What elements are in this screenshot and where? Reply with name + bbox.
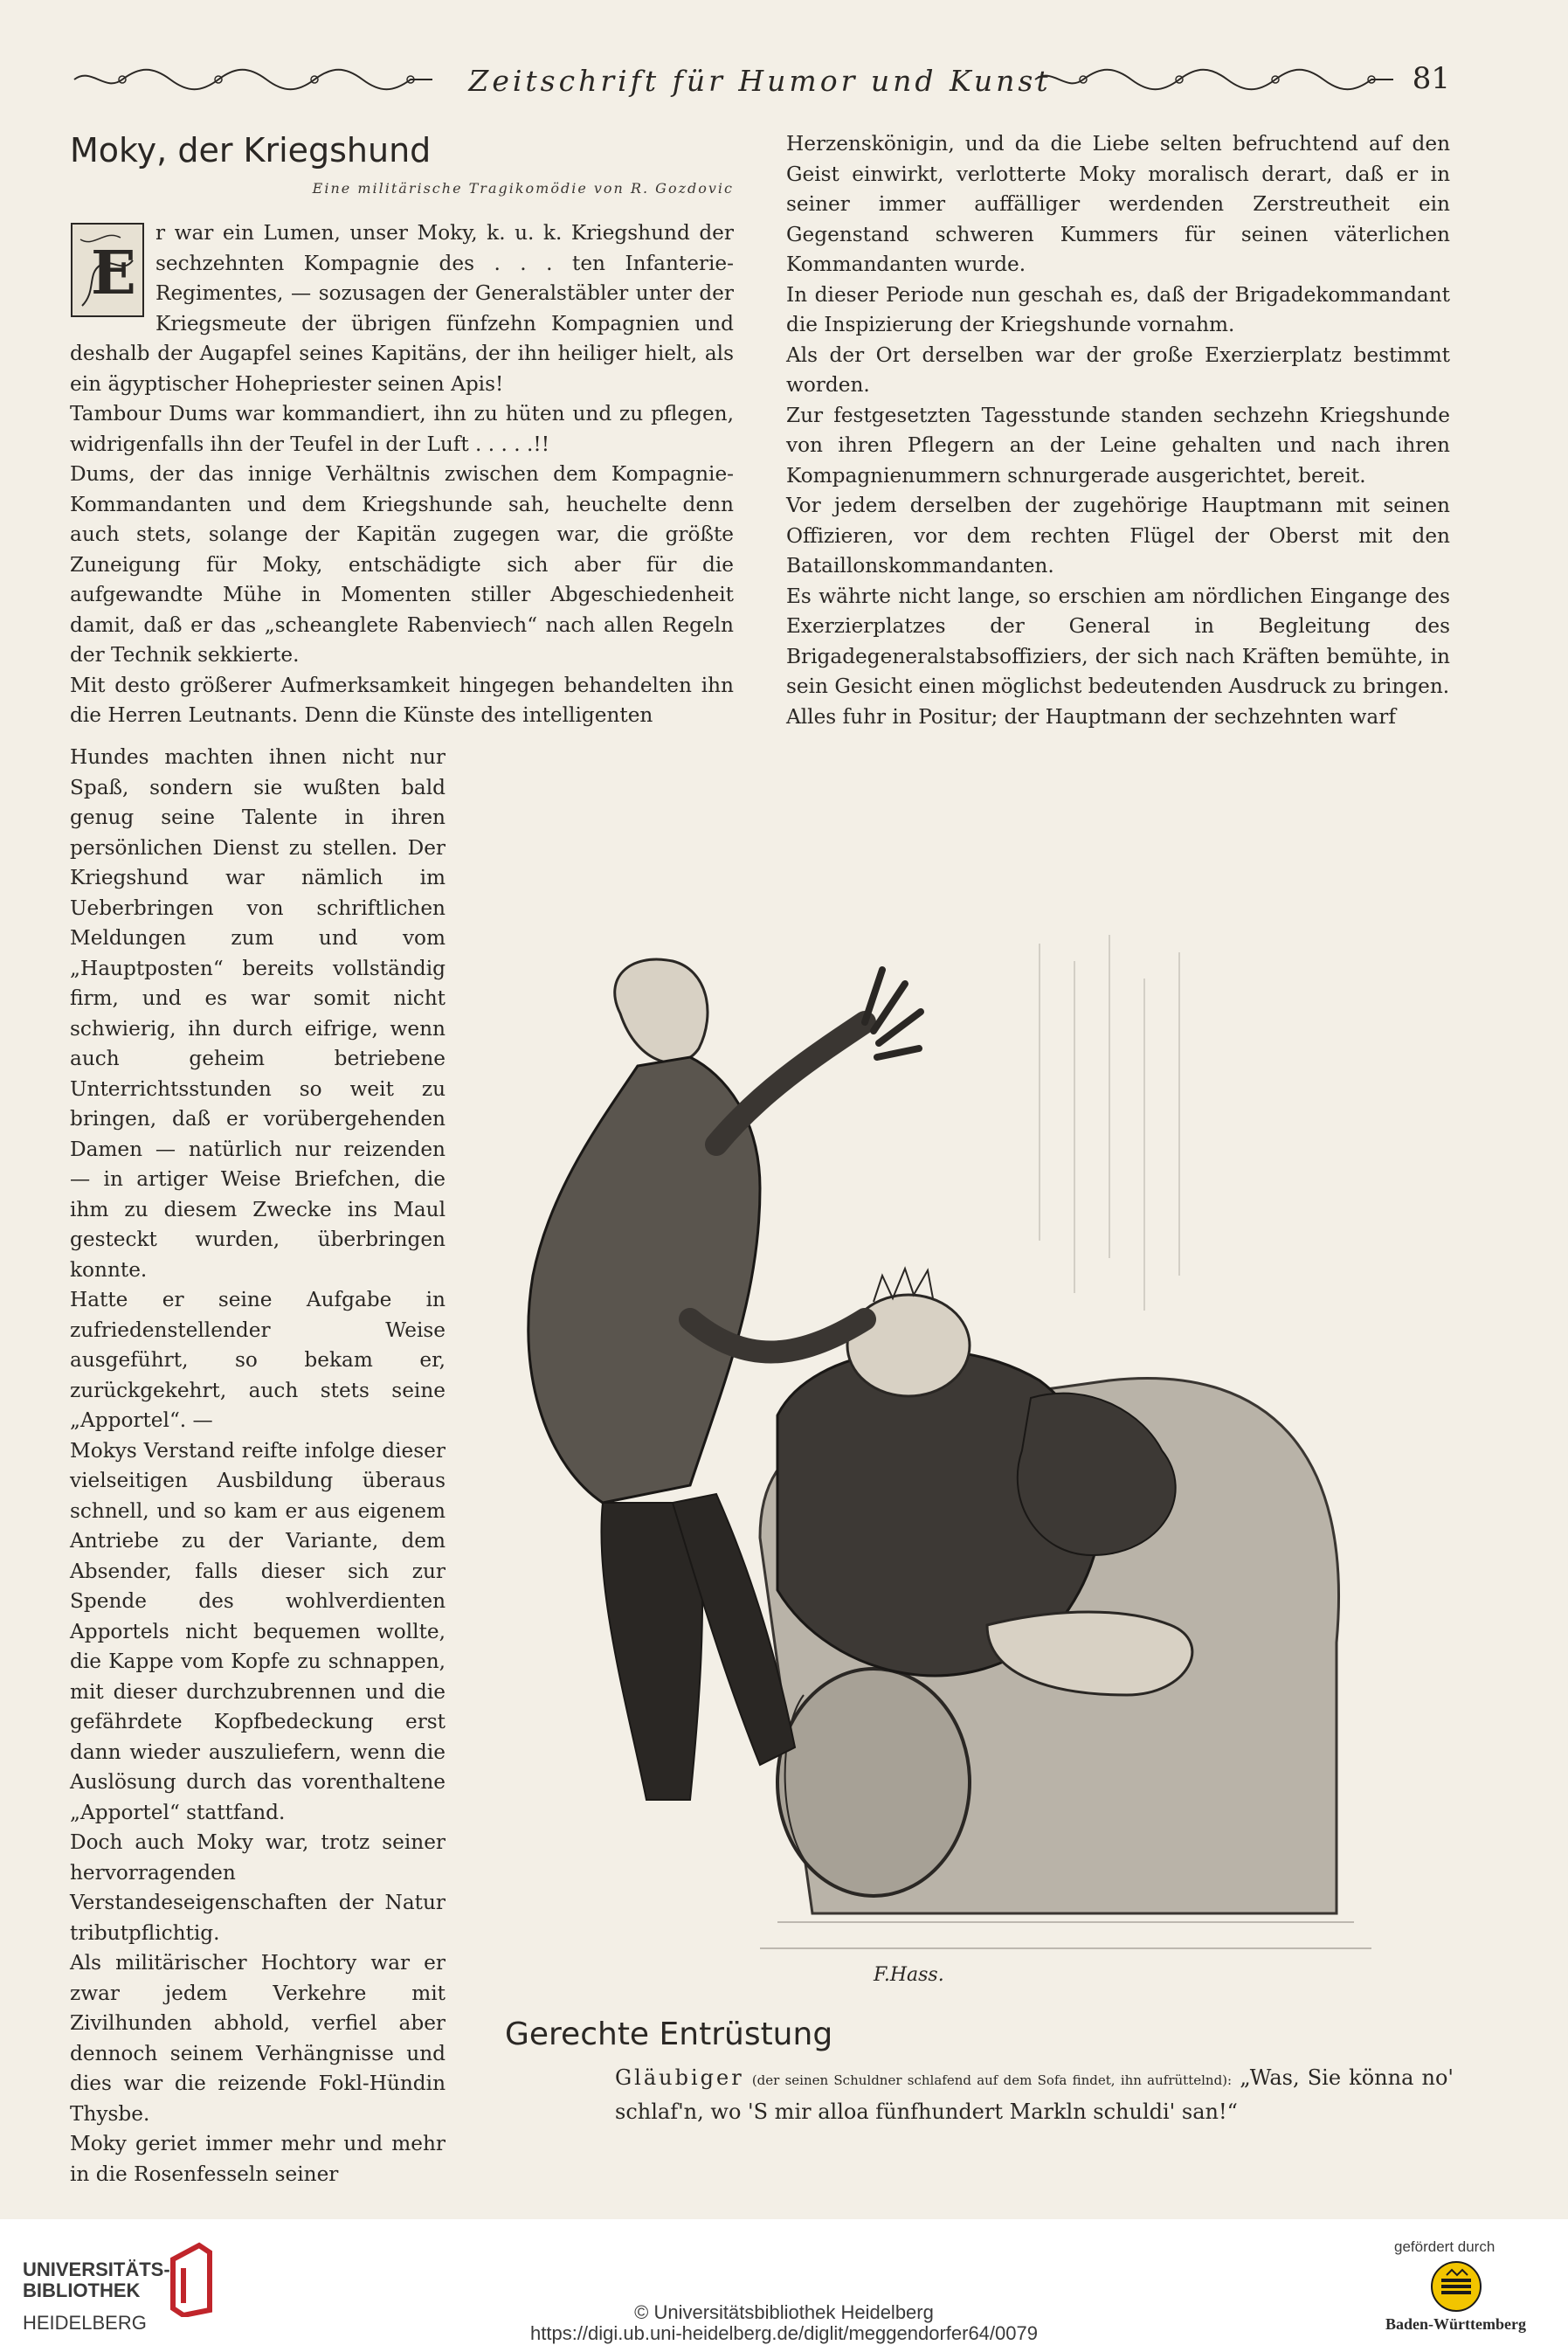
paragraph: Doch auch Moky war, trotz seiner hervorragenden Verstandeseigenschaften der Natur tributpflichtig. <box>70 1830 446 1945</box>
paragraph: Vor jedem derselben der zugehörige Hauptmann mit seinen Offizieren, vor dem rechten Flügel der Oberst mit den Bataillonskommandanten. <box>786 494 1450 578</box>
caption-stage-direction: (der seinen Schuldner schlafend auf dem Sofa findet, ihn aufrüttelnd): <box>751 2072 1233 2088</box>
paragraph: Dums, der das innige Verhältnis zwischen dem Kompagnie-Kommandanten und dem Kriegshunde sah, heuchelte denn auch stets, solange der Kapitän zugegen war, die größte Zuneigung für Moky, entschädigte sich aber für die aufgewandte Mühe in Momenten stiller Abgeschiedenheit damit, daß er das „scheanglete Rabenviech“ nach allen Regeln der Technik sekkierte. <box>70 462 734 667</box>
column-right <box>786 129 1450 732</box>
paragraph: Mit desto größerer Aufmerksamkeit hingegen behandelten ihn die Herren Leutnants. Denn die Künste des intelligenten <box>70 673 734 727</box>
column-left-upper <box>70 218 734 731</box>
paragraph: Mokys Verstand reifte infolge dieser vielseitigen Ausbildung überaus schnell, und so kam er aus eigenem Antriebe zu der Variante, dem Absender, falls dieser sich zur Spende des wohlverdienten Apportels nicht bequemen wollte, die Kappe vom Kopfe zu schnappen, mit dieser durchzubrennen und die gefährdete Kopfbedeckung erst dann wieder auszuliefern, wenn die Auslösung durch das vorenthaltene „Apportel“ stattfand. <box>70 1438 446 1824</box>
library-city: HEIDELBERG <box>23 2312 147 2334</box>
funder-name: Baden-Württemberg <box>1385 2315 1526 2333</box>
library-name <box>23 2259 170 2301</box>
baden-wuerttemberg-crest-icon <box>1429 2259 1483 2314</box>
source-url-link[interactable]: https://digi.ub.uni-heidelberg.de/diglit/meggendorfer64/0079 <box>530 2322 1038 2344</box>
paragraph: Zur festgesetzten Tagesstunde standen sechzehn Kriegshunde von ihren Pflegern an der Leine gehalten und nach ihren Kompagnienummern schnurgerade ausgerichtet, bereit. <box>786 403 1450 488</box>
running-header <box>70 54 1450 107</box>
paragraph: Herzenskönigin, und da die Liebe selten befruchtend auf den Geist einwirkt, verlotterte Moky moralisch derart, daß er in seiner immer auffälliger werdenden Zerstreutheit ein Gegenstand schweren Kummers für seinen väterlichen Kommandanten wurde. <box>786 132 1450 276</box>
column-left-lower <box>70 743 446 2189</box>
paragraph: In dieser Periode nun geschah es, daß der Brigadekommandant die Inspizierung der Kriegshunde vornahm. <box>786 282 1450 336</box>
article-title: Moky, der Kriegshund <box>70 131 432 169</box>
paragraph: Alles fuhr in Positur; der Hauptmann der sechzehnten warf <box>786 704 1396 729</box>
scroll-ornament-left <box>70 66 437 93</box>
artist-signature: F.Hass. <box>874 1964 944 1986</box>
paragraph: Als militärischer Hochtory war er zwar jedem Verkehre mit Zivilhunden abhold, verfiel aber dennoch seinem Verhängnisse und dies war die reizende Fokl-Hündin Thysbe. <box>70 1951 446 2126</box>
drop-cap-e-icon <box>70 222 145 318</box>
article-subtitle: Eine militärische Tragikomödie von R. Gozdovic <box>312 180 734 197</box>
illustration-creditor-and-sleeping-debtor <box>498 926 1459 2001</box>
paragraph: Als der Ort derselben war der große Exerzierplatz bestimmt worden. <box>786 342 1450 397</box>
scroll-ornament-right <box>1031 66 1398 93</box>
paragraph: Tambour Dums war kommandiert, ihn zu hüten und zu pflegen, widrigenfalls ihn der Teufel in der Luft . . . . .!! <box>70 402 734 456</box>
funded-by-label: gefördert durch <box>1394 2238 1495 2255</box>
caption-quote: „Was, Sie könna no' schlaf'n, wo 'S mir alloa fünfhundert Markln schuldi' san!“ <box>615 2065 1454 2124</box>
caption <box>615 2062 1454 2127</box>
library-name-line: UNIVERSITÄTS- <box>23 2259 170 2280</box>
journal-title: Zeitschrift für Humor und Kunst <box>468 63 1052 98</box>
paragraph: Moky geriet immer mehr und mehr in die Rosenfesseln seiner <box>70 2132 446 2186</box>
paragraph: Es währte nicht lange, so erschien am nördlichen Eingange des Exerzierplatzes der General in Begleitung des Brigadegeneralstabsoffiziers, der sich nach Kräften bemühte, in sein Gesicht einen möglichst bedeutenden Ausdruck zu bringen. <box>786 584 1450 698</box>
footer <box>0 2219 1568 2342</box>
paragraph: Hatte er seine Aufgabe in zufriedenstellender Weise ausgeführt, so bekam er, zurückgekehrt, auch stets seine „Apportel“. — <box>70 1288 446 1432</box>
library-name-line: BIBLIOTHEK <box>23 2279 141 2301</box>
page-number: 81 <box>1412 61 1450 96</box>
paragraph: Hundes machten ihnen nicht nur Spaß, sondern sie wußten bald genug seine Talente in ihren persönlichen Dienst zu stellen. Der Kriegshund war nämlich im Ueberbringen von schriftlichen Meldungen zum und vom „Hauptposten“ bereits vollständig firm, und es war somit nicht schwierig, ihn durch eifrige, wenn auch geheim betriebene Unterrichtsstunden so weit zu bringen, daß er vorübergehenden Damen — natürlich nur reizenden — in artiger Weise Briefchen, die ihm zu diesem Zwecke ins Maul gesteckt wurden, überbringen konnte. <box>70 745 446 1282</box>
paragraph: r war ein Lumen, unser Moky, k. u. k. Kriegshund der sechzehnten Kompagnie des . . . ten Infanterie-Regimentes, — sozusagen der Generalstäbler unter der Kriegsmeute der übrigen fünfzehn Kompagnien und deshalb der Augapfel seines Kapitäns, der ihn heiliger hielt, als ein ägyptischer Hohepriester seinen Apis! <box>70 221 734 396</box>
svg-text:E: E <box>91 239 136 308</box>
copyright-notice: © Universitätsbibliothek Heidelberg <box>634 2301 934 2323</box>
caption-title: Gerechte Entrüstung <box>505 2016 833 2052</box>
caption-speaker: Gläubiger <box>615 2065 744 2090</box>
